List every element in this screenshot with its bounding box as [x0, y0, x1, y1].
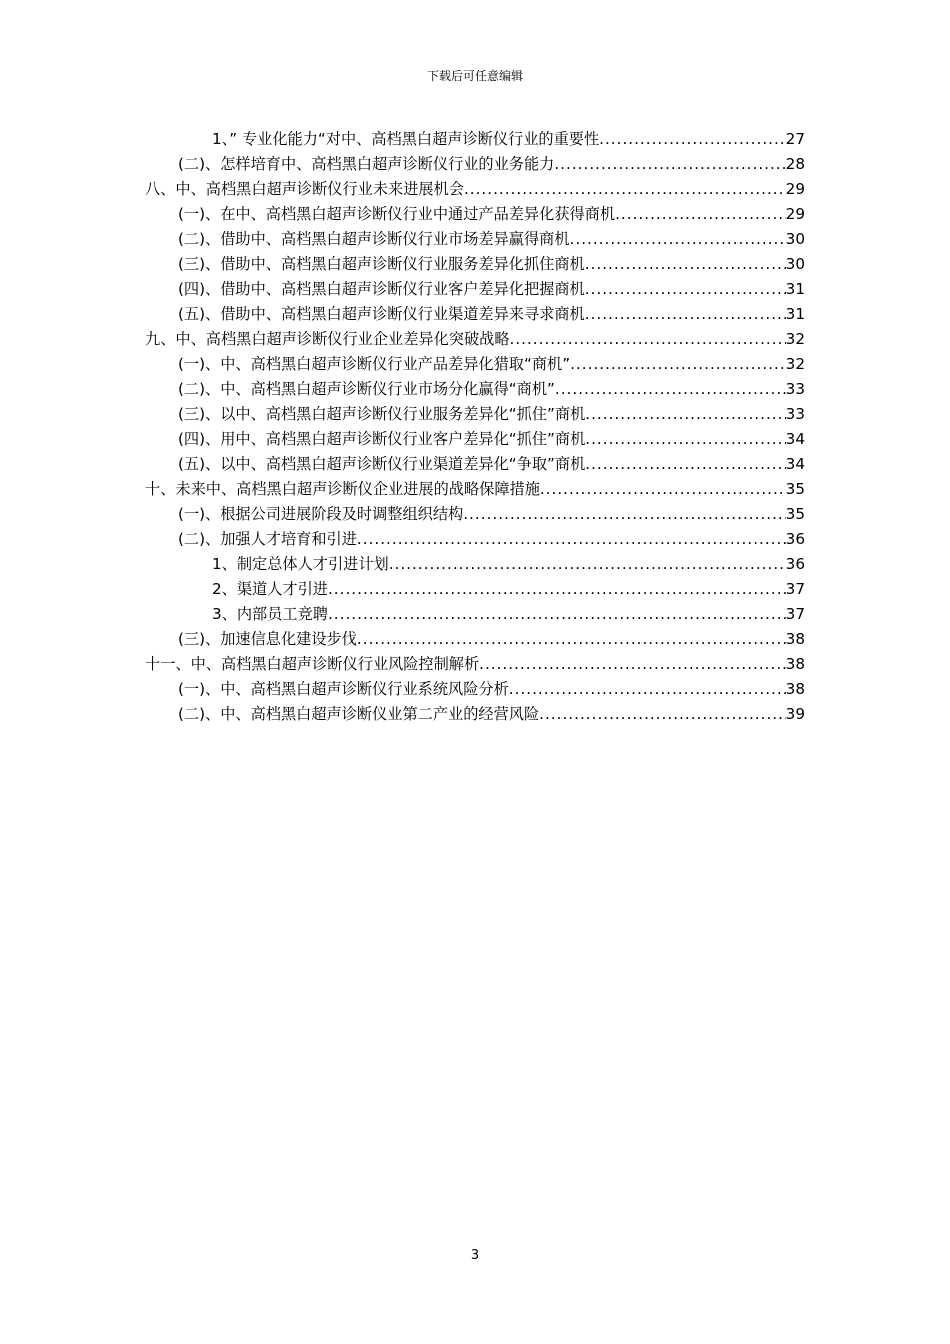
toc-entry-page-number: 30	[785, 230, 805, 248]
toc-entry-title: (三)、加速信息化建设步伐	[178, 630, 357, 648]
toc-dot-leader	[554, 152, 785, 177]
toc-entry[interactable]	[0, 327, 950, 352]
toc-dot-leader	[540, 477, 786, 502]
toc-entry-title: (三)、以中、高档黑白超声诊断仪行业服务差异化“抓住”商机	[178, 405, 586, 423]
toc-entry[interactable]	[0, 252, 950, 277]
toc-dot-leader	[509, 677, 786, 702]
table-of-contents	[0, 127, 950, 727]
toc-entry[interactable]	[0, 552, 950, 577]
toc-entry-title: (一)、中、高档黑白超声诊断仪行业系统风险分析	[178, 680, 509, 698]
toc-entry-title: (二)、借助中、高档黑白超声诊断仪行业市场差异赢得商机	[178, 230, 570, 248]
toc-entry[interactable]	[0, 402, 950, 427]
toc-entry-title: 2、渠道人才引进	[212, 580, 328, 598]
toc-entry-page-number: 38	[785, 630, 805, 648]
toc-entry[interactable]	[0, 527, 950, 552]
toc-dot-leader	[328, 602, 786, 627]
toc-entry[interactable]	[0, 677, 950, 702]
toc-entry-page-number: 37	[785, 580, 805, 598]
toc-entry-page-number: 39	[785, 705, 805, 723]
toc-entry-title: (三)、借助中、高档黑白超声诊断仪行业服务差异化抓住商机	[178, 255, 585, 273]
toc-entry[interactable]	[0, 302, 950, 327]
toc-entry[interactable]	[0, 377, 950, 402]
toc-entry-title: (二)、加强人才培育和引进	[178, 530, 357, 548]
toc-dot-leader	[585, 252, 786, 277]
toc-dot-leader	[615, 202, 786, 227]
toc-dot-leader	[585, 452, 785, 477]
toc-entry-page-number: 29	[785, 180, 805, 198]
toc-entry-page-number: 36	[785, 555, 805, 573]
toc-entry-title: 3、内部员工竞聘	[212, 605, 328, 623]
toc-entry-title: 十一、中、高档黑白超声诊断仪行业风险控制解析	[145, 655, 480, 673]
toc-entry-page-number: 33	[785, 405, 805, 423]
toc-entry[interactable]	[0, 227, 950, 252]
toc-entry-page-number: 35	[785, 505, 805, 523]
toc-dot-leader	[555, 377, 786, 402]
toc-entry-title: (五)、以中、高档黑白超声诊断仪行业渠道差异化“争取”商机	[178, 455, 586, 473]
toc-dot-leader	[585, 277, 786, 302]
toc-entry-page-number: 37	[785, 605, 805, 623]
toc-dot-leader	[570, 227, 786, 252]
toc-dot-leader	[328, 577, 786, 602]
toc-entry[interactable]	[0, 152, 950, 177]
toc-entry-page-number: 32	[785, 330, 805, 348]
toc-entry[interactable]	[0, 477, 950, 502]
toc-dot-leader	[585, 427, 785, 452]
toc-entry-title: (二)、怎样培育中、高档黑白超声诊断仪行业的业务能力	[178, 155, 555, 173]
toc-entry[interactable]	[0, 352, 950, 377]
toc-entry-title: (二)、中、高档黑白超声诊断仪业第二产业的经营风险	[178, 705, 540, 723]
page-number: 3	[470, 1248, 480, 1263]
toc-entry-page-number: 38	[785, 680, 805, 698]
toc-dot-leader	[570, 352, 786, 377]
toc-entry[interactable]	[0, 627, 950, 652]
toc-entry-title: 1、制定总体人才引进计划	[212, 555, 389, 573]
toc-dot-leader	[357, 527, 786, 552]
toc-entry-page-number: 31	[785, 305, 805, 323]
toc-dot-leader	[389, 552, 786, 577]
toc-entry-page-number: 32	[785, 355, 805, 373]
toc-entry-title: 八、中、高档黑白超声诊断仪行业未来进展机会	[145, 180, 464, 198]
toc-dot-leader	[585, 302, 786, 327]
toc-entry-page-number: 29	[785, 205, 805, 223]
toc-entry[interactable]	[0, 652, 950, 677]
toc-entry-title: (一)、根据公司进展阶段及时调整组织结构	[178, 505, 464, 523]
toc-entry-page-number: 38	[785, 655, 805, 673]
toc-dot-leader	[510, 327, 786, 352]
toc-entry-title: (四)、用中、高档黑白超声诊断仪行业客户差异化“抓住”商机	[178, 430, 586, 448]
toc-dot-leader	[585, 402, 785, 427]
toc-entry-page-number: 28	[785, 155, 805, 173]
toc-dot-leader	[599, 127, 786, 152]
toc-entry-page-number: 36	[785, 530, 805, 548]
toc-dot-leader	[539, 702, 786, 727]
toc-entry[interactable]	[0, 202, 950, 227]
toc-entry-title: (二)、中、高档黑白超声诊断仪行业市场分化赢得“商机”	[178, 380, 555, 398]
toc-entry[interactable]	[0, 177, 950, 202]
toc-dot-leader	[463, 502, 785, 527]
toc-entry-title: (一)、在中、高档黑白超声诊断仪行业中通过产品差异化获得商机	[178, 205, 616, 223]
toc-entry[interactable]	[0, 127, 950, 152]
toc-entry-title: 十、未来中、高档黑白超声诊断仪企业进展的战略保障措施	[145, 480, 540, 498]
toc-entry[interactable]	[0, 427, 950, 452]
toc-dot-leader	[464, 177, 786, 202]
toc-entry[interactable]	[0, 452, 950, 477]
toc-entry[interactable]	[0, 277, 950, 302]
toc-entry-title: (五)、借助中、高档黑白超声诊断仪行业渠道差异来寻求商机	[178, 305, 585, 323]
toc-entry-page-number: 30	[785, 255, 805, 273]
toc-entry-page-number: 34	[785, 430, 805, 448]
toc-entry-title: 1、” 专业化能力“对中、高档黑白超声诊断仪行业的重要性	[212, 130, 600, 148]
toc-entry-title: (四)、借助中、高档黑白超声诊断仪行业客户差异化把握商机	[178, 280, 585, 298]
toc-entry-title: 九、中、高档黑白超声诊断仪行业企业差异化突破战略	[145, 330, 510, 348]
toc-entry-page-number: 35	[785, 480, 805, 498]
toc-entry[interactable]	[0, 702, 950, 727]
toc-dot-leader	[357, 627, 786, 652]
page-header: 下载后可任意编辑	[426, 69, 523, 83]
toc-entry[interactable]	[0, 577, 950, 602]
toc-entry-page-number: 31	[785, 280, 805, 298]
toc-entry-page-number: 34	[785, 455, 805, 473]
toc-entry-page-number: 27	[785, 130, 805, 148]
toc-entry-page-number: 33	[785, 380, 805, 398]
toc-entry[interactable]	[0, 502, 950, 527]
toc-dot-leader	[479, 652, 786, 677]
toc-entry-title: (一)、中、高档黑白超声诊断仪行业产品差异化猎取“商机”	[178, 355, 571, 373]
toc-entry[interactable]	[0, 602, 950, 627]
